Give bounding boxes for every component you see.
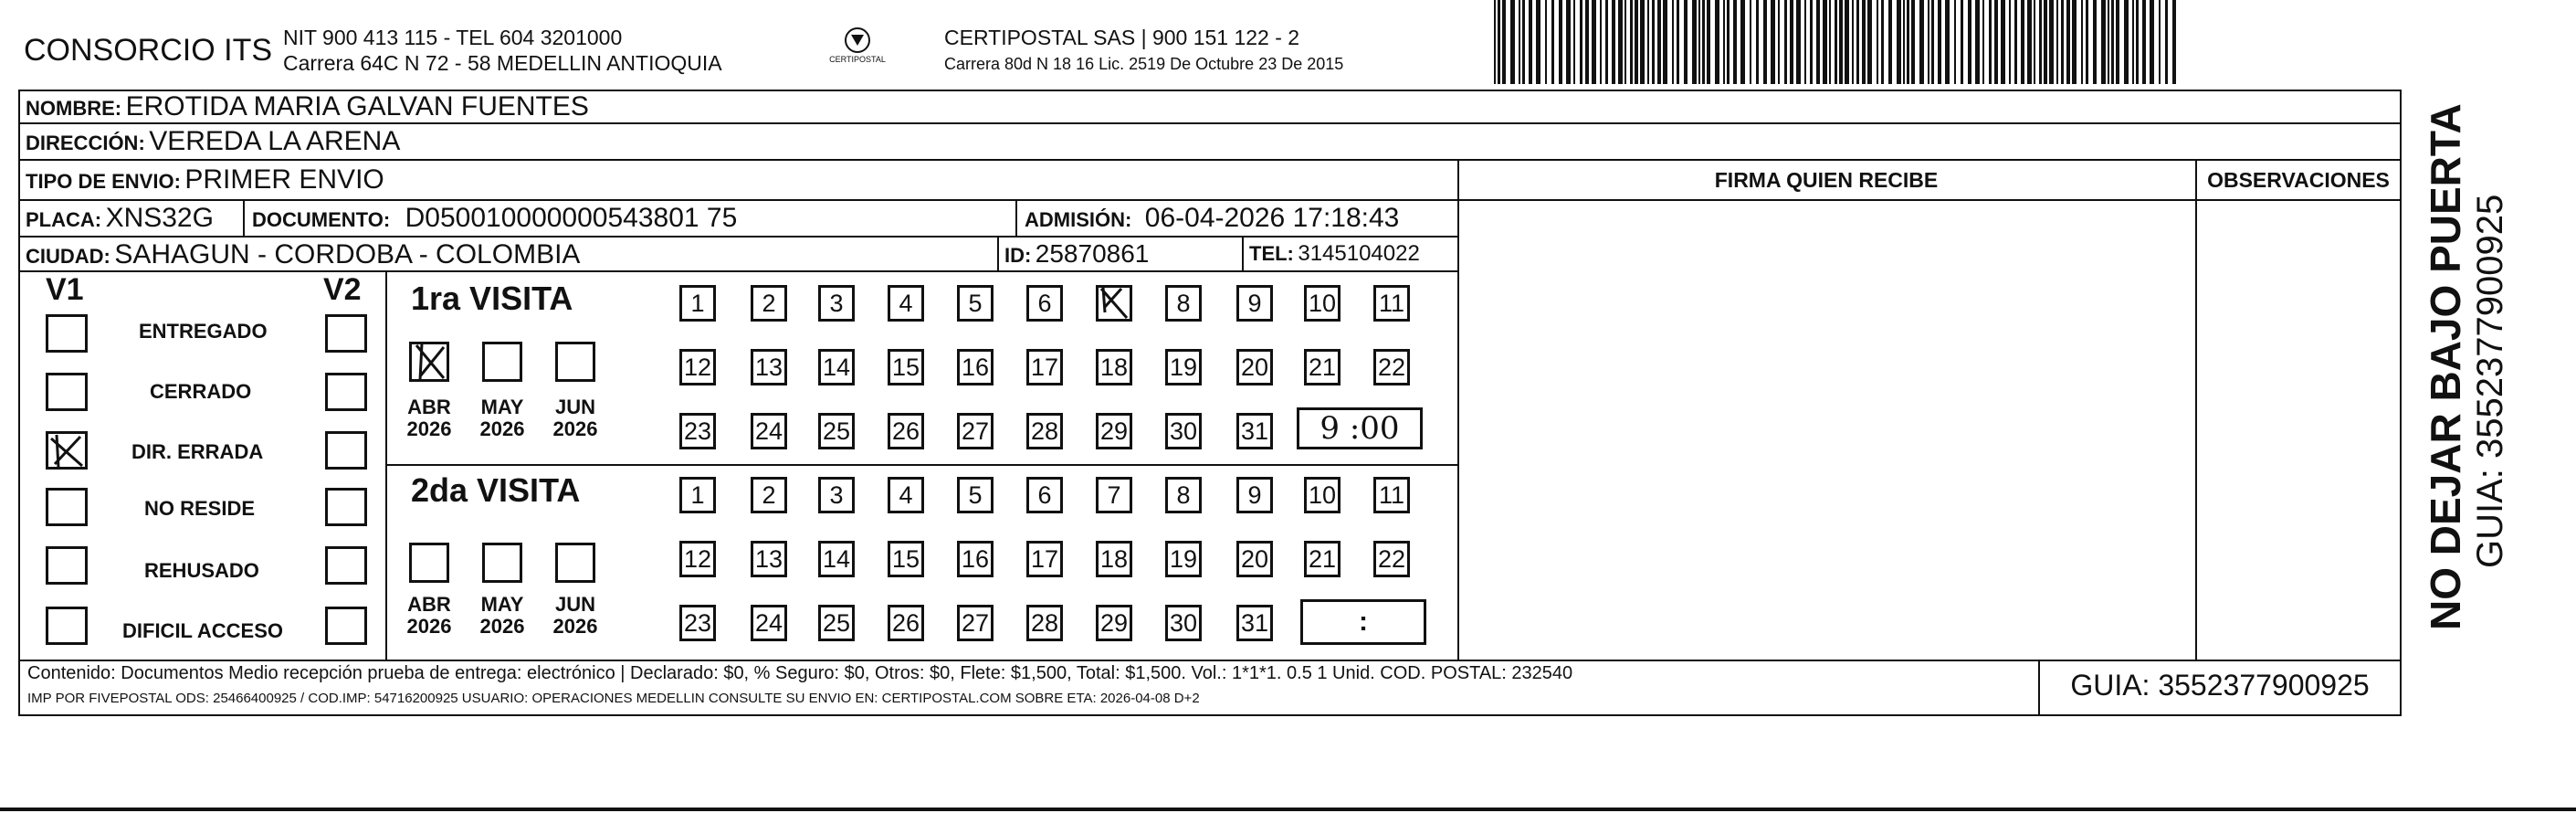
barcode-bar bbox=[1835, 0, 1837, 84]
barcode-bar bbox=[1647, 0, 1649, 84]
second-visit-day-16[interactable]: 16 bbox=[957, 541, 994, 577]
company-address: Carrera 64C N 72 - 58 MEDELLIN ANTIOQUIA bbox=[283, 51, 722, 75]
v1-checkbox-cerrado[interactable] bbox=[46, 373, 88, 411]
first-visit-month-jun[interactable] bbox=[555, 342, 595, 382]
status-rehusado: REHUSADO bbox=[144, 559, 259, 582]
first-visit-time: 9 :00 bbox=[1320, 410, 1400, 447]
status-no-reside: NO RESIDE bbox=[144, 497, 256, 520]
barcode-bar bbox=[2159, 0, 2161, 84]
barcode-bar bbox=[1551, 0, 1554, 84]
v1-checkbox-no-reside[interactable] bbox=[46, 488, 88, 526]
nombre-field bbox=[26, 91, 589, 122]
barcode-bar bbox=[2172, 0, 2176, 84]
direccion-label: DIRECCIÓN: bbox=[26, 132, 145, 154]
barcode-bar bbox=[1663, 0, 1667, 84]
barcode-bar bbox=[1928, 0, 1929, 84]
v2-checkbox-cerrado[interactable] bbox=[325, 373, 367, 411]
barcode-bar bbox=[1867, 0, 1872, 84]
documento-value: D050010000000543801 75 bbox=[405, 203, 738, 233]
admision-value: 06-04-2026 17:18:43 bbox=[1144, 203, 1400, 233]
barcode-bar bbox=[1536, 0, 1540, 84]
barcode-bar bbox=[1698, 0, 1700, 84]
barcode-bar bbox=[1907, 0, 1909, 84]
status-dificil-acceso: DIFICIL ACCESO bbox=[122, 619, 284, 642]
nombre-label: NOMBRE: bbox=[26, 97, 122, 120]
barcode-bar bbox=[1877, 0, 1878, 84]
col-line bbox=[1242, 236, 1244, 270]
barcode-bar bbox=[2056, 0, 2058, 84]
barcode-bar bbox=[1954, 0, 1956, 84]
second-visit-day-1[interactable]: 1 bbox=[679, 477, 716, 513]
first-visit-day-18[interactable]: 18 bbox=[1096, 349, 1132, 385]
barcode-bar bbox=[1816, 0, 1820, 84]
observaciones-header: OBSERVACIONES bbox=[2207, 168, 2390, 192]
second-visit-month-abr[interactable] bbox=[409, 543, 449, 583]
ciudad-value: SAHAGUN - CORDOBA - COLOMBIA bbox=[114, 239, 581, 269]
barcode-bar bbox=[2072, 0, 2077, 84]
barcode-bar bbox=[2111, 0, 2114, 84]
barcode-bar bbox=[1829, 0, 1831, 84]
col-line bbox=[2195, 159, 2197, 660]
barcode-bar bbox=[2009, 0, 2011, 84]
barcode-bar bbox=[1931, 0, 1934, 84]
firma-header: FIRMA QUIEN RECIBE bbox=[1714, 168, 1939, 192]
direccion-value: VEREDA LA ARENA bbox=[149, 126, 401, 156]
barcode-bar bbox=[1727, 0, 1730, 84]
second-visit-day-28[interactable]: 28 bbox=[1026, 605, 1063, 641]
barcode-bar bbox=[1502, 0, 1506, 84]
barcode-bar bbox=[1657, 0, 1661, 84]
second-visit-day-2[interactable]: 2 bbox=[751, 477, 787, 513]
tel-label: TEL: bbox=[1249, 242, 1294, 265]
row-line bbox=[1457, 199, 2402, 201]
first-visit-may-label bbox=[475, 396, 530, 440]
placa-label: PLACA: bbox=[26, 208, 102, 231]
year: 2026 bbox=[552, 615, 598, 638]
month-name: ABR bbox=[407, 396, 451, 418]
second-visit-time: : bbox=[1359, 607, 1368, 637]
first-visit-day-13[interactable]: 13 bbox=[751, 349, 787, 385]
barcode-bar bbox=[1810, 0, 1813, 84]
first-visit-day-10[interactable]: 10 bbox=[1304, 285, 1341, 322]
barcode-bar bbox=[1510, 0, 1515, 84]
second-visit-day-6[interactable]: 6 bbox=[1026, 477, 1063, 513]
v2-checkbox-dificil-acceso[interactable] bbox=[325, 607, 367, 645]
first-visit-day-28[interactable]: 28 bbox=[1026, 413, 1063, 449]
barcode-bar bbox=[1938, 0, 1941, 84]
barcode-bar bbox=[1612, 0, 1615, 84]
barcode-bar bbox=[2021, 0, 2024, 84]
first-visit-day-30[interactable]: 30 bbox=[1165, 413, 1202, 449]
barcode-bar bbox=[2093, 0, 2097, 84]
second-visit-day-4[interactable]: 4 bbox=[888, 477, 924, 513]
first-visit-day-27[interactable]: 27 bbox=[957, 413, 994, 449]
id-field bbox=[1004, 239, 1149, 269]
logo-text: CERTIPOSTAL bbox=[829, 55, 886, 64]
barcode-bar bbox=[2039, 0, 2042, 84]
first-visit-day-26[interactable]: 26 bbox=[888, 413, 924, 449]
first-visit-day-3[interactable]: 3 bbox=[818, 285, 855, 322]
barcode-bar bbox=[1672, 0, 1674, 84]
barcode-bar bbox=[1862, 0, 1866, 84]
v1-header: V1 bbox=[46, 272, 84, 307]
first-visit-day-24[interactable]: 24 bbox=[751, 413, 787, 449]
v2-checkbox-no-reside[interactable] bbox=[325, 488, 367, 526]
barcode-bar bbox=[1903, 0, 1905, 84]
first-visit-day-1[interactable]: 1 bbox=[679, 285, 716, 322]
barcode-bar bbox=[2034, 0, 2035, 84]
second-visit-day-30[interactable]: 30 bbox=[1165, 605, 1202, 641]
company-name: CONSORCIO ITS bbox=[24, 33, 273, 68]
second-visit-abr-label bbox=[402, 594, 457, 638]
barcode-bar bbox=[1784, 0, 1787, 84]
col-line bbox=[243, 199, 245, 236]
footer-imp: IMP POR FIVEPOSTAL ODS: 25466400925 / COD.IMP: 54716200925 USUARIO: OPERACIONES MEDELLIN CONSULTE SU ENVIO EN: CERTIPOSTAL.COM SOBRE ETA: 2026-04-08 D+2 bbox=[27, 691, 1200, 706]
id-value: 25870861 bbox=[1035, 239, 1150, 268]
barcode-bar bbox=[1856, 0, 1859, 84]
year: 2026 bbox=[552, 417, 598, 440]
barcode-bar bbox=[1911, 0, 1915, 84]
barcode-bar bbox=[1545, 0, 1547, 84]
barcode-bar bbox=[1733, 0, 1737, 84]
month-name: JUN bbox=[554, 593, 595, 616]
barcode-bar bbox=[1796, 0, 1801, 84]
barcode-bar bbox=[2124, 0, 2129, 84]
barcode-bar bbox=[1559, 0, 1562, 84]
second-visit-day-29[interactable]: 29 bbox=[1096, 605, 1132, 641]
tipo-label: TIPO DE ENVIO: bbox=[26, 170, 181, 193]
barcode-bar bbox=[2150, 0, 2154, 84]
barcode-bar bbox=[1778, 0, 1780, 84]
nombre-value: EROTIDA MARIA GALVAN FUENTES bbox=[125, 91, 589, 121]
barcode-bar bbox=[2086, 0, 2088, 84]
barcode-bar bbox=[1897, 0, 1901, 84]
first-visit-day-11[interactable]: 11 bbox=[1373, 285, 1410, 322]
second-visit-day-11[interactable]: 11 bbox=[1373, 477, 1410, 513]
first-visit-day-31[interactable]: 31 bbox=[1236, 413, 1273, 449]
month-name: ABR bbox=[407, 593, 451, 616]
first-visit-day-25[interactable]: 25 bbox=[818, 413, 855, 449]
footer-guia: GUIA: 3552377900925 bbox=[2070, 669, 2370, 702]
barcode-bar bbox=[1630, 0, 1633, 84]
second-visit-day-15[interactable]: 15 bbox=[888, 541, 924, 577]
barcode-bar bbox=[2066, 0, 2070, 84]
v2-checkbox-rehusado[interactable] bbox=[325, 546, 367, 585]
v1-checkbox-entregado[interactable] bbox=[46, 314, 88, 353]
tipo-field bbox=[26, 164, 384, 195]
barcode-bar bbox=[1975, 0, 1980, 84]
barcode-bar bbox=[1852, 0, 1854, 84]
first-visit-day-4[interactable]: 4 bbox=[888, 285, 924, 322]
row-line bbox=[18, 122, 2402, 124]
first-visit-day-5[interactable]: 5 bbox=[957, 285, 994, 322]
ciudad-field bbox=[26, 239, 580, 270]
second-visit-day-19[interactable]: 19 bbox=[1165, 541, 1202, 577]
second-visit-day-3[interactable]: 3 bbox=[818, 477, 855, 513]
barcode-bar bbox=[1845, 0, 1849, 84]
barcode-bar bbox=[1888, 0, 1892, 84]
first-visit-day-17[interactable]: 17 bbox=[1026, 349, 1063, 385]
placa-field bbox=[26, 203, 214, 234]
second-visit-day-13[interactable]: 13 bbox=[751, 541, 787, 577]
barcode-bar bbox=[1640, 0, 1645, 84]
year: 2026 bbox=[479, 417, 525, 440]
barcode-bar bbox=[1723, 0, 1725, 84]
barcode-bar bbox=[1982, 0, 1984, 84]
barcode-bar bbox=[1600, 0, 1602, 84]
barcode-bar bbox=[1994, 0, 1998, 84]
barcode-bar bbox=[1961, 0, 1963, 84]
first-visit-time-box[interactable] bbox=[1297, 407, 1423, 449]
first-visit-abr-label bbox=[402, 396, 457, 440]
barcode-bar bbox=[2027, 0, 2032, 84]
first-visit-day-12[interactable]: 12 bbox=[679, 349, 716, 385]
first-visit-day-22[interactable]: 22 bbox=[1373, 349, 1410, 385]
tel-value: 3145104022 bbox=[1298, 241, 1420, 266]
tel-field bbox=[1249, 241, 1420, 267]
barcode-bar bbox=[1529, 0, 1532, 84]
first-visit-jun-label bbox=[548, 396, 603, 440]
placa-value: XNS32G bbox=[105, 203, 214, 233]
barcode-bar bbox=[2049, 0, 2054, 84]
barcode bbox=[1494, 0, 2181, 84]
second-visit-day-14[interactable]: 14 bbox=[818, 541, 855, 577]
frame-bottom-line bbox=[0, 808, 2576, 811]
barcode-bar bbox=[1585, 0, 1589, 84]
col-line bbox=[1015, 199, 1017, 236]
barcode-bar bbox=[1790, 0, 1793, 84]
barcode-bar bbox=[1804, 0, 1806, 84]
footer-contenido: Contenido: Documentos Medio recepción prueba de entrega: electrónico | Declarado: $0, % Seguro: $0, Otros: $0, Flete: $1,500, Total: $1,500. Vol.: 1*1*1. 0.5 1 Unid. COD. POSTAL: 232540 bbox=[27, 663, 1573, 683]
second-visit-day-24[interactable]: 24 bbox=[751, 605, 787, 641]
certipostal-logo bbox=[820, 26, 895, 71]
barcode-bar bbox=[1580, 0, 1582, 84]
admision-label: ADMISIÓN: bbox=[1025, 208, 1132, 231]
barcode-bar bbox=[1763, 0, 1767, 84]
first-visit-day-21[interactable]: 21 bbox=[1304, 349, 1341, 385]
barcode-bar bbox=[1592, 0, 1596, 84]
barcode-bar bbox=[1692, 0, 1697, 84]
second-visit-day-31[interactable]: 31 bbox=[1236, 605, 1273, 641]
second-visit-day-9[interactable]: 9 bbox=[1236, 477, 1273, 513]
barcode-bar bbox=[2142, 0, 2146, 84]
first-visit-day-19[interactable]: 19 bbox=[1165, 349, 1202, 385]
barcode-bar bbox=[2136, 0, 2139, 84]
barcode-bar bbox=[1652, 0, 1655, 84]
barcode-bar bbox=[1968, 0, 1971, 84]
year: 2026 bbox=[406, 417, 452, 440]
v2-header: V2 bbox=[323, 272, 362, 307]
first-visit-day-23[interactable]: 23 bbox=[679, 413, 716, 449]
barcode-bar bbox=[2101, 0, 2106, 84]
barcode-bar bbox=[2061, 0, 2064, 84]
barcode-bar bbox=[1635, 0, 1638, 84]
barcode-bar bbox=[2108, 0, 2109, 84]
second-visit-day-7[interactable]: 7 bbox=[1096, 477, 1132, 513]
barcode-bar bbox=[1498, 0, 1500, 84]
barcode-bar bbox=[2081, 0, 2083, 84]
barcode-bar bbox=[1771, 0, 1775, 84]
month-name: JUN bbox=[554, 396, 595, 418]
barcode-bar bbox=[1605, 0, 1608, 84]
v2-checkbox-entregado[interactable] bbox=[325, 314, 367, 353]
documento-label: DOCUMENTO: bbox=[252, 208, 391, 231]
direccion-field bbox=[26, 126, 400, 157]
first-visit-day-9[interactable]: 9 bbox=[1236, 285, 1273, 322]
first-visit-title: 1ra VISITA bbox=[411, 280, 573, 317]
barcode-bar bbox=[1573, 0, 1575, 84]
carrier-address: Carrera 80d N 18 16 Lic. 2519 De Octubre 23 De 2015 bbox=[944, 55, 1344, 73]
v1-checkbox-rehusado[interactable] bbox=[46, 546, 88, 585]
barcode-bar bbox=[1839, 0, 1843, 84]
side-guia: GUIA: 3552377900925 bbox=[2470, 194, 2510, 568]
barcode-bar bbox=[2132, 0, 2134, 84]
v1-checkbox-dificil-acceso[interactable] bbox=[46, 607, 88, 645]
ciudad-label: CIUDAD: bbox=[26, 245, 110, 268]
first-visit-day-29[interactable]: 29 bbox=[1096, 413, 1132, 449]
first-visit-day-15[interactable]: 15 bbox=[888, 349, 924, 385]
footer-line bbox=[18, 660, 2402, 661]
barcode-bar bbox=[1494, 0, 1496, 84]
second-visit-day-17[interactable]: 17 bbox=[1026, 541, 1063, 577]
status-dir-errada: DIR. ERRADA bbox=[131, 440, 264, 463]
first-visit-day-16[interactable]: 16 bbox=[957, 349, 994, 385]
barcode-bar bbox=[2116, 0, 2119, 84]
first-visit-month-abr[interactable] bbox=[409, 342, 449, 382]
col-line bbox=[997, 236, 999, 270]
second-visit-day-18[interactable]: 18 bbox=[1096, 541, 1132, 577]
id-label: ID: bbox=[1004, 244, 1032, 267]
second-visit-month-jun[interactable] bbox=[555, 543, 595, 583]
barcode-bar bbox=[2014, 0, 2017, 84]
second-visit-day-20[interactable]: 20 bbox=[1236, 541, 1273, 577]
barcode-bar bbox=[2165, 0, 2168, 84]
second-visit-day-23[interactable]: 23 bbox=[679, 605, 716, 641]
nit-line: NIT 900 413 115 - TEL 604 3201000 bbox=[283, 26, 623, 49]
barcode-bar bbox=[1750, 0, 1751, 84]
barcode-bar bbox=[1945, 0, 1950, 84]
second-visit-day-27[interactable]: 27 bbox=[957, 605, 994, 641]
barcode-bar bbox=[2044, 0, 2047, 84]
second-visit-jun-label bbox=[548, 594, 603, 638]
second-visit-day-21[interactable]: 21 bbox=[1304, 541, 1341, 577]
second-visit-may-label bbox=[475, 594, 530, 638]
first-visit-day-6[interactable]: 6 bbox=[1026, 285, 1063, 322]
barcode-bar bbox=[1624, 0, 1626, 84]
barcode-bar bbox=[2001, 0, 2005, 84]
barcode-bar bbox=[1756, 0, 1759, 84]
second-visit-day-25[interactable]: 25 bbox=[818, 605, 855, 641]
first-visit-day-7[interactable] bbox=[1096, 285, 1132, 322]
barcode-bar bbox=[1919, 0, 1924, 84]
barcode-bar bbox=[1707, 0, 1710, 84]
row-line bbox=[18, 199, 1457, 201]
second-visit-day-22[interactable]: 22 bbox=[1373, 541, 1410, 577]
v1-checkbox-dir-errada[interactable] bbox=[46, 431, 88, 470]
month-name: MAY bbox=[480, 396, 524, 418]
status-cerrado: CERRADO bbox=[150, 380, 252, 403]
barcode-bar bbox=[1677, 0, 1679, 84]
side-no-dejar: NO DEJAR BAJO PUERTA bbox=[2422, 103, 2469, 630]
barcode-bar bbox=[1522, 0, 1525, 84]
barcode-bar bbox=[1989, 0, 1992, 84]
year: 2026 bbox=[479, 615, 525, 638]
visit-separator bbox=[385, 464, 1457, 466]
second-visit-day-5[interactable]: 5 bbox=[957, 477, 994, 513]
barcode-bar bbox=[1702, 0, 1705, 84]
second-visit-time-box[interactable] bbox=[1300, 599, 1426, 645]
second-visit-month-may[interactable] bbox=[482, 543, 522, 583]
status-entregado: ENTREGADO bbox=[139, 320, 268, 343]
row-line bbox=[18, 159, 2402, 161]
barcode-bar bbox=[1618, 0, 1623, 84]
first-visit-day-20[interactable]: 20 bbox=[1236, 349, 1273, 385]
first-visit-day-14[interactable]: 14 bbox=[818, 349, 855, 385]
first-visit-month-may[interactable] bbox=[482, 342, 522, 382]
second-visit-day-10[interactable]: 10 bbox=[1304, 477, 1341, 513]
admision-field bbox=[1025, 203, 1399, 234]
second-visit-day-26[interactable]: 26 bbox=[888, 605, 924, 641]
year: 2026 bbox=[406, 615, 452, 638]
tipo-value: PRIMER ENVIO bbox=[184, 164, 384, 195]
first-visit-day-2[interactable]: 2 bbox=[751, 285, 787, 322]
barcode-bar bbox=[1823, 0, 1827, 84]
second-visit-day-8[interactable]: 8 bbox=[1165, 477, 1202, 513]
barcode-bar bbox=[1684, 0, 1688, 84]
first-visit-day-8[interactable]: 8 bbox=[1165, 285, 1202, 322]
barcode-bar bbox=[1566, 0, 1571, 84]
carrier-line: CERTIPOSTAL SAS | 900 151 122 - 2 bbox=[944, 26, 1300, 49]
barcode-bar bbox=[1740, 0, 1745, 84]
barcode-bar bbox=[1715, 0, 1719, 84]
barcode-bar bbox=[1519, 0, 1520, 84]
barcode-bar bbox=[1881, 0, 1884, 84]
documento-field bbox=[252, 203, 737, 234]
v2-checkbox-dir-errada[interactable] bbox=[325, 431, 367, 470]
row-line bbox=[18, 270, 1457, 272]
month-name: MAY bbox=[480, 593, 524, 616]
col-line bbox=[1457, 159, 1459, 660]
second-visit-day-12[interactable]: 12 bbox=[679, 541, 716, 577]
second-visit-title: 2da VISITA bbox=[411, 471, 581, 509]
side-notice bbox=[2422, 82, 2531, 630]
